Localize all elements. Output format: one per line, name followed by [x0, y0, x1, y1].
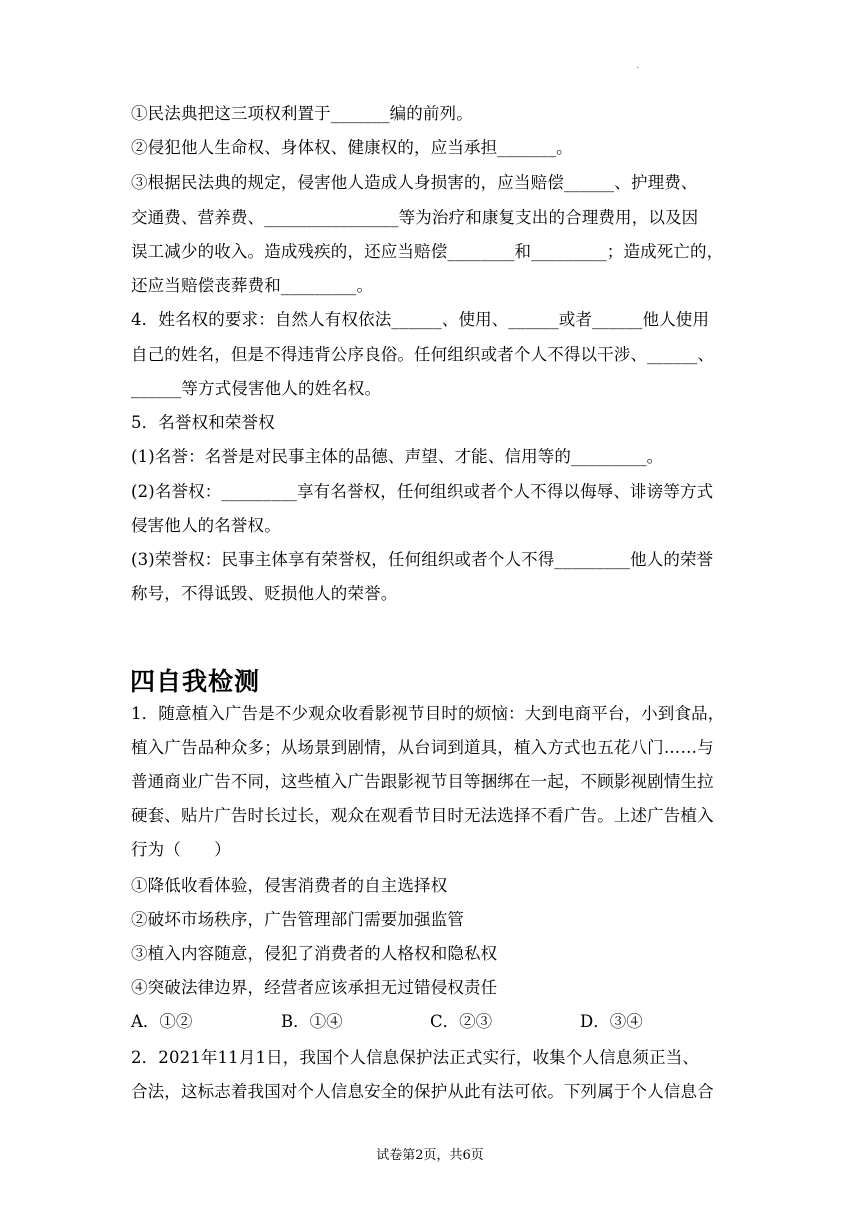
question-line: 合法，这标志着我国对个人信息安全的保护从此有法可依。下列属于个人信息合 — [131, 1082, 714, 1101]
text-line: 还应当赔偿丧葬费和_________。 — [131, 276, 374, 295]
text-line: 交通费、营养费、________________等为治疗和康复支出的合理费用，以及因 — [131, 208, 699, 227]
header-mark: . — [636, 60, 640, 71]
text-line: (3)荣誉权：民事主体享有荣誉权，任何组织或者个人不得_________他人的荣誉 — [131, 550, 714, 569]
text-line: 自己的姓名，但是不得违背公序良俗。任何组织或者个人不得以干涉、______、 — [131, 345, 715, 364]
statement-item: ③植入内容随意，侵犯了消费者的人格权和隐私权 — [131, 944, 498, 963]
question-line: 普通商业广告不同，这些植入广告跟影视节目等捆绑在一起，不顾影视剧情生拉 — [131, 772, 714, 791]
page-footer: 试卷第2页，共6页 — [376, 1148, 484, 1163]
question-line: 行为（ ） — [131, 840, 231, 859]
text-line: 侵害他人的名誉权。 — [131, 516, 281, 535]
subheading: 5．名誉权和荣誉权 — [131, 413, 275, 432]
question-line: 1．随意植入广告是不少观众收看影视节目时的烦恼：大到电商平台，小到食品， — [131, 704, 725, 723]
text-line: ③根据民法典的规定，侵害他人造成人身损害的，应当赔偿______、护理费、 — [131, 173, 698, 192]
section-heading: 四自我检测 — [130, 667, 261, 696]
text-line: ①民法典把这三项权利置于_______编的前列。 — [131, 104, 473, 123]
option-d: D．③④ — [580, 1012, 643, 1031]
text-line: 4．姓名权的要求：自然人有权依法______、使用、______或者______他人使用 — [131, 310, 710, 329]
text-line: ______等方式侵害他人的姓名权。 — [131, 379, 382, 398]
statement-item: ②破坏市场秩序，广告管理部门需要加强监管 — [131, 910, 464, 929]
question-line: 硬套、贴片广告时长过长，观众在观看节目时无法选择不看广告。上述广告植入 — [131, 806, 714, 825]
question-line: 植入广告品种众多；从场景到剧情，从台词到道具，植入方式也五花八门……与 — [131, 738, 714, 757]
text-line: 误工减少的收入。造成残疾的，还应当赔偿________和_________；造成死亡的， — [131, 242, 724, 261]
statement-item: ①降低收看体验，侵害消费者的自主选择权 — [131, 876, 448, 895]
statement-item: ④突破法律边界，经营者应该承担无过错侵权责任 — [131, 978, 498, 997]
option-b: B．①④ — [281, 1012, 343, 1031]
text-line: 称号，不得诋毁、贬损他人的荣誉。 — [131, 584, 398, 603]
option-a: A．①② — [131, 1012, 193, 1031]
text-line: (2)名誉权：_________享有名誉权，任何组织或者个人不得以侮辱、诽谤等方式 — [131, 482, 714, 501]
text-line: (1)名誉：名誉是对民事主体的品德、声望、才能、信用等的_________。 — [131, 447, 664, 466]
text-line: ②侵犯他人生命权、身体权、健康权的，应当承担_______。 — [131, 138, 573, 157]
option-c: C．②③ — [430, 1012, 493, 1031]
question-line: 2．2021年11月1日，我国个人信息保护法正式实行，收集个人信息须正当、 — [131, 1048, 700, 1067]
